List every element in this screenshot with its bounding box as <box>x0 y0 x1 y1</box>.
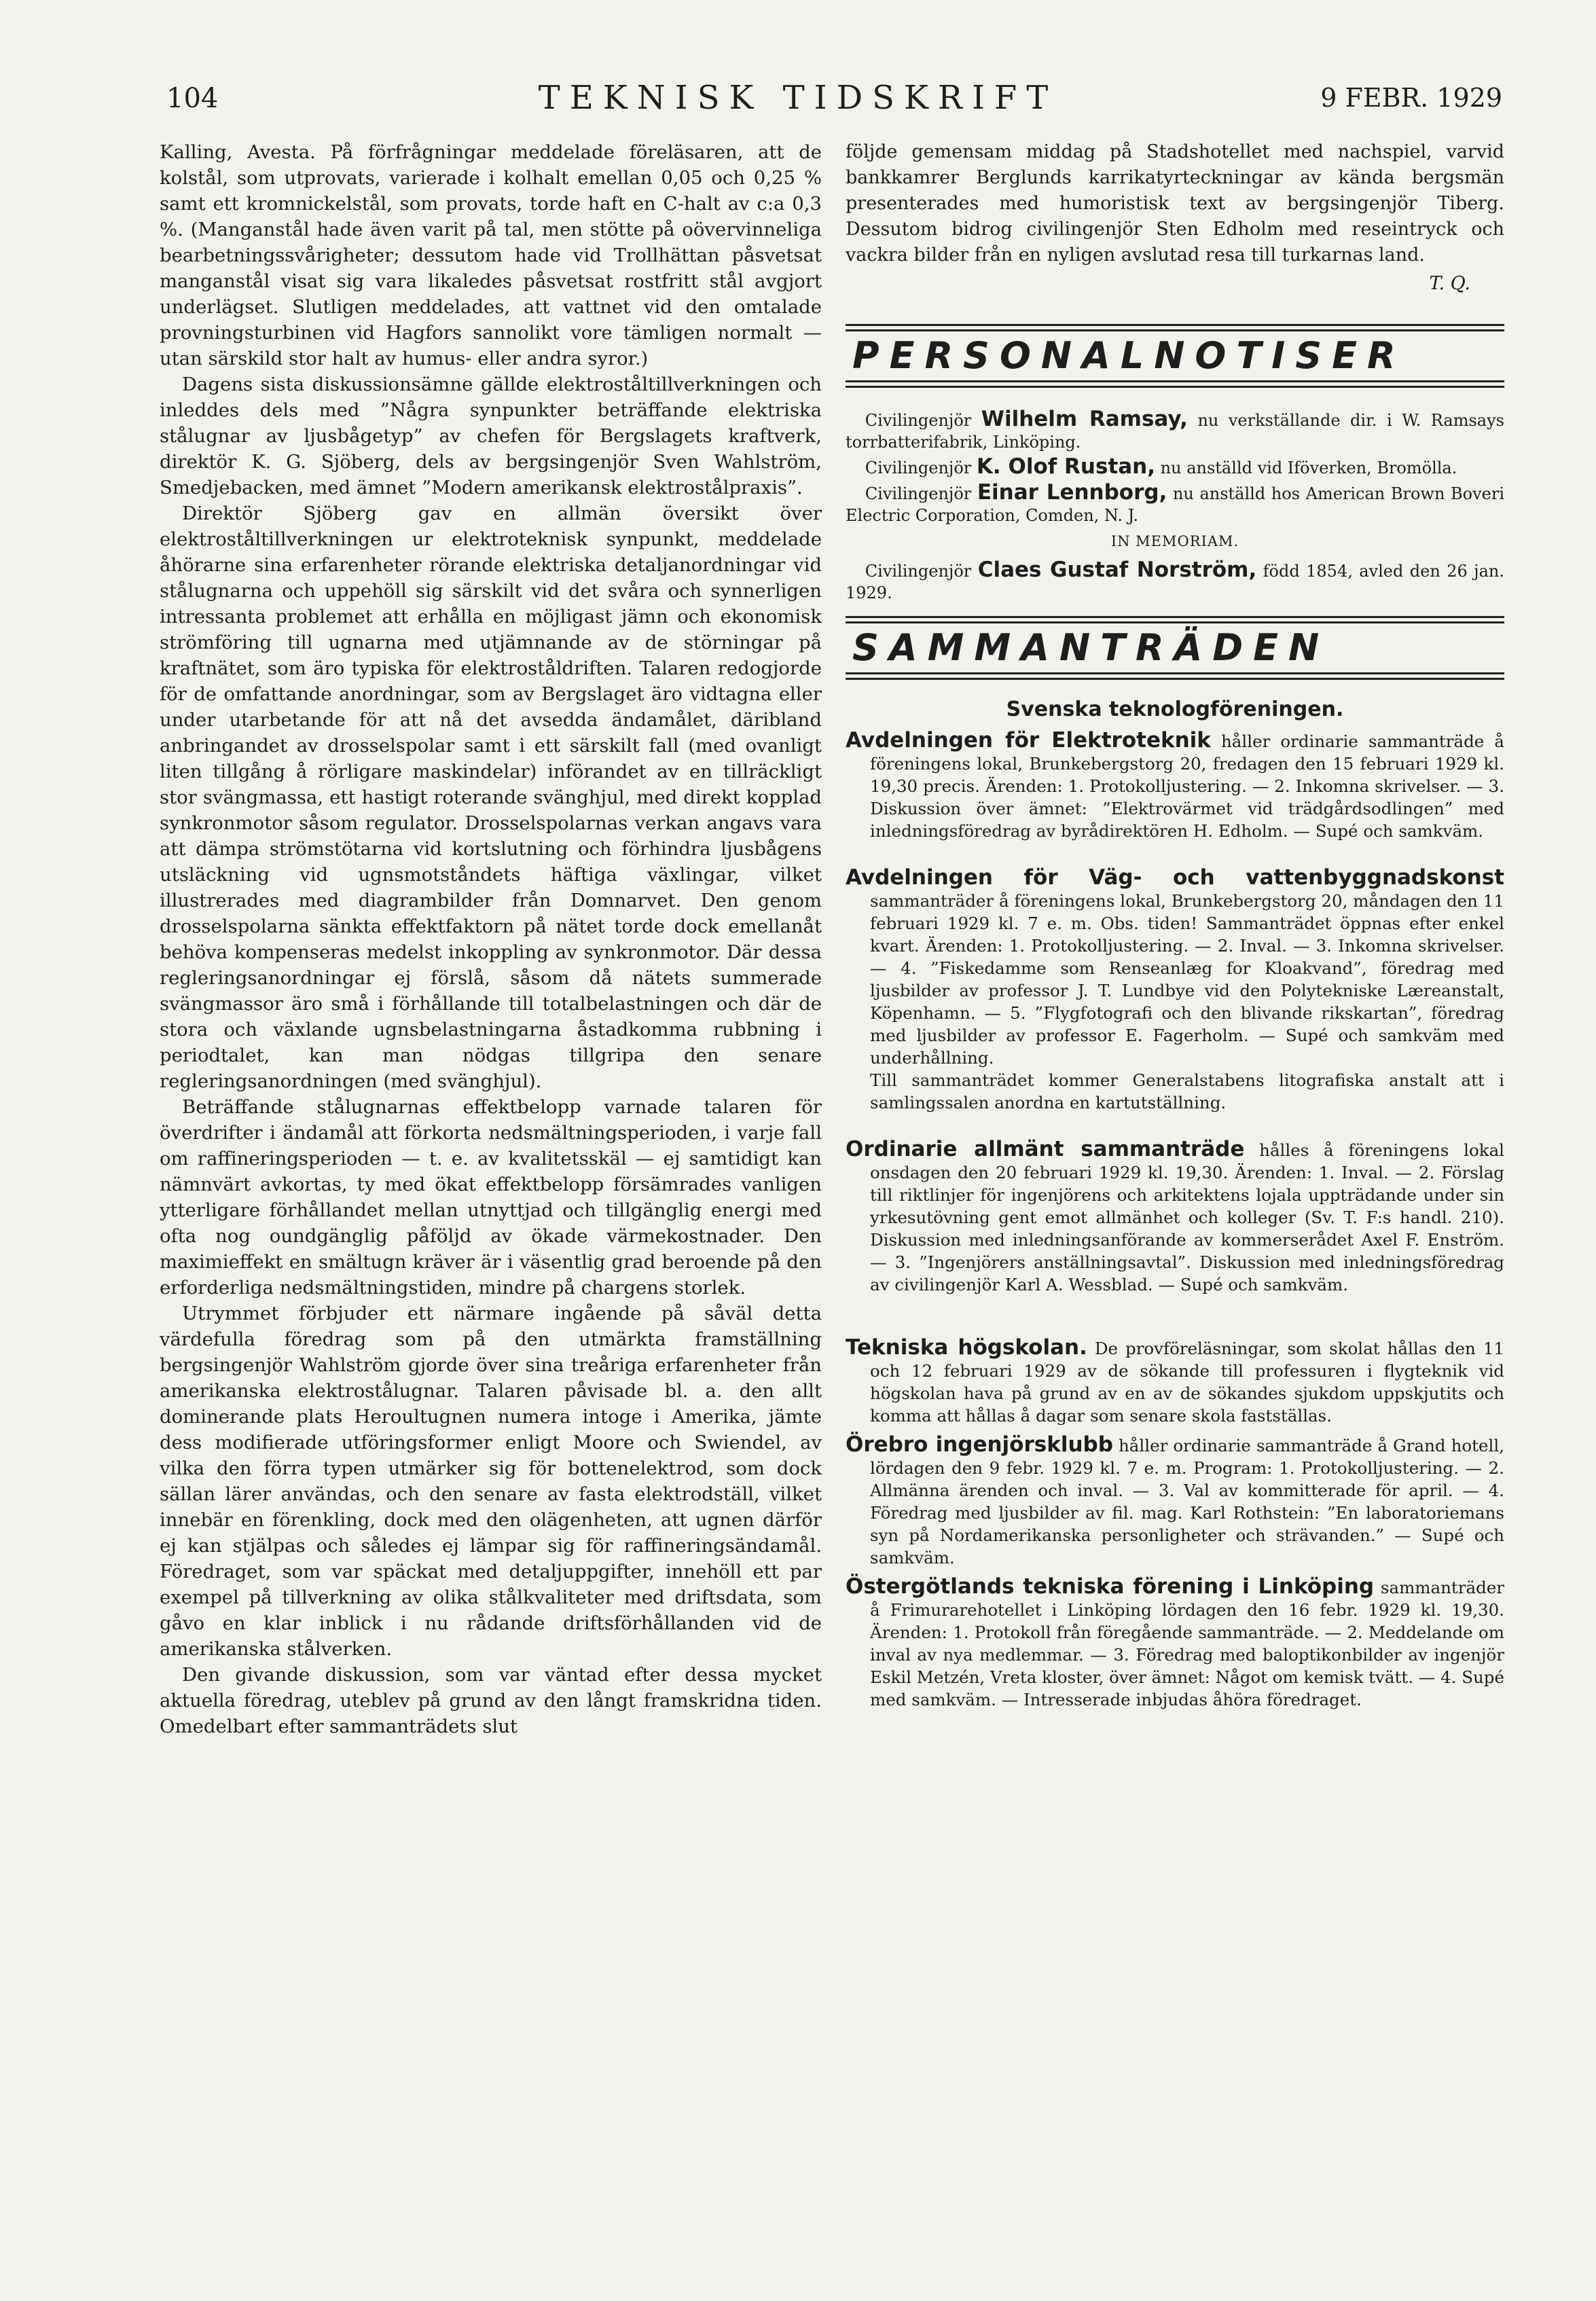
section-rule <box>846 380 1504 388</box>
meeting-lead: Östergötlands tekniska förening i Linköping <box>846 1574 1375 1599</box>
sammantraden-heading: SAMMANTRÄDEN <box>852 626 1330 669</box>
section-rule <box>846 616 1504 623</box>
person-name: Einar Lennborg, <box>977 480 1167 505</box>
paragraph: Direktör Sjöberg gav en allmän översikt över elektroståltillverkningen ur elektroteknisk synpunkt, meddelade åhörarne sina erfarenheter rörande elektriska detaljanordningar vid stålugnarna och uppehöll sig särskilt vid det svåra och synnerligen intressanta problemet att erhålla en möjligast jämn och ekonomisk strömföring till ugnarna med utjämnande av de störningar på kraftnätet, som äro typiska för elektroståldriften. Talaren redogjorde för de omfattande anordningar, som av Bergslaget äro vidtagna eller under utarbetande för att nå det avsedda ändamålet, däribland anbringandet av drosselspolar samt i ett särskilt fall (med ovanligt liten tillgång å rörligare maskindelar) införandet av en tillräckligt stor svängmassa, ett hastigt roterande svänghjul, med direkt kopplad synkronmotor såsom regulator. Drosselspolarnas verkan angavs vara att dämpa strömstötarna vid kortslutning och förhindra ljusbågens utsläckning vid ugnsmotståndets häftiga växlingar, vilket illustrerades med diagrambilder från Domnarvet. Den genom drosselspolarna sänkta effektfaktorn på nätet torde dock emellanåt behöva kompenseras medelst inkoppling av synkronmotor. Där dessa regleringsanordningar ej förslå, såsom då nätets summerade svängmassor äro små i förhållande till totalbelastningen och där de stora och växlande ugnsbelastningarna åstadkomma rubbning i periodtalet, kan man nödgas tillgripa den senare regleringsanordningen (med svänghjul). <box>160 503 822 1092</box>
author-signature: T. Q. <box>1429 273 1470 294</box>
right-column <box>846 139 1504 1711</box>
person-name: Wilhelm Ramsay, <box>981 407 1188 431</box>
paragraph: Utrymmet förbjuder ett närmare ingående på såväl detta värdefulla föredrag som på den utmärkta framställning bergsingenjör Wahlström gjorde över sina treåriga erfarenheter från amerikanska elektrostålugnar. Talaren påvisade bl. a. den allt dominerande plats Heroultugnen numera intoge i Amerika, jämte dess modifierade utföringsformer enligt Moore och Swiendel, av vilka den förra typen utmärker sig för bottenelektrod, som dock sällan lärer användas, och den senare av fasta elektrodställ, vilket innebär en förenkling, dock med den olägenheten, att ugnen därför ej kan stjälpas och således ej lämpar sig för raffineringsändamål. Föredraget, som var späckat med detaljuppgifter, innehöll ett par exempel på tillverkning av olika stålkvaliteter med driftsdata, som gåvo en klar inblick i nu rådande driftsförhållanden vid de amerikanska stålverken. <box>160 1303 822 1660</box>
paragraph: Dagens sista diskussionsämne gällde elektroståltillverkningen och inleddes dels med ”Några synpunkter beträffande elektriska stålugnar av ljusbågetyp” av chefen för Bergslagets kraftverk, direktör K. G. Sjöberg, dels av bergsingenjör Sven Wahlström, Smedjebacken, med ämnet ”Modern amerikansk elektrostålpraxis”. <box>160 374 822 499</box>
journal-title: TEKNISK TIDSKRIFT <box>538 79 1058 117</box>
meeting-lead: Ordinarie allmänt sammanträde <box>846 1137 1245 1161</box>
meeting-notice: Avdelningen för Elektroteknik håller ordinarie sammanträde å föreningens lokal, Brunkebergstorg 20, fredagen den 15 februari 1929 kl. 19,30 precis. Ärenden: 1. Protokolljustering. — 2. Inkomna skrivelser. — 3. Diskussion över ämnet: ”Elektrovärmet vid trädgårdsodlingen” med inledningsföredrag av byrådirektören H. Edholm. — Supé och samkväm. <box>846 728 1504 841</box>
meeting-notice: Östergötlands tekniska förening i Linköping sammanträder å Frimurarehotellet i Linköping lördagen den 16 febr. 1929 kl. 19,30. Ärenden: 1. Protokoll från föregående sammanträde. — 2. Meddelande om inval av nya medlemmar. — 3. Föredrag med baloptikonbilder av ingenjör Eskil Metzén, Vreta kloster, över ämnet: Något om kemisk tvätt. — 4. Supé med samkväm. — Intresserade inbjudas åhöra föredraget. <box>846 1574 1504 1709</box>
running-header <box>0 68 1596 122</box>
section-rule <box>846 324 1504 331</box>
page-number: 104 <box>166 83 219 114</box>
continuation-paragraph: följde gemensam middag på Stadshotellet med nachspiel, varvid bankkamrer Berglunds karrikatyrteckningar av kända bergsmän presenterades med humoristisk text av bergsingenjör Tiberg. Dessutom bidrog civilingenjör Sten Edholm med reseintryck och vackra bilder från en nyligen avslutad resa till turkarnas land. <box>846 141 1504 266</box>
meeting-notice: Ordinarie allmänt sammanträde hålles å föreningens lokal onsdagen den 20 februari 1929 kl. 19,30. Ärenden: 1. Inval. — 2. Förslag till riktlinjer för ingenjörens och arkitektens lojala uppträdande under sin yrkesutövning gent emot allmänhet och kolleger (Sv. T. F:s handl. 210). Diskussion med inledningsanförande av kommerserådet Axel F. Enström. — 3. ”Ingenjörers anställningsavtal”. Diskussion med inledningsföredrag av civilingenjör Karl A. Wessblad. — Supé och samkväm. <box>846 1137 1505 1294</box>
meeting-lead: Örebro ingenjörsklubb <box>846 1432 1113 1457</box>
paragraph: Beträffande stålugnarnas effektbelopp varnade talaren för överdrifter i ändamål att förkorta nedsmältningsperioden, i varje fall om raffineringsperioden — t. e. av kvalitetsskäl — ej samtidigt kan nämnvärt avkortas, ty med ökat effektbelopp försämrades vanligen ytterligare förhållandet mellan utnyttjad och tillgänglig energi med ofta nog oundgänglig påföljd av ökade värmekostnader. Den maximieffekt en smältugn kräver är i väsentlig grad beroende på den erforderliga nedsmältningstiden, mindre på chargens storlek. <box>160 1096 822 1299</box>
issue-date: 9 FEBR. 1929 <box>1320 83 1502 113</box>
section-rule <box>846 672 1504 680</box>
person-notice: Civilingenjör Wilhelm Ramsay, nu verkställande dir. i W. Ramsays torrbatterifabrik, Linköping. <box>846 407 1504 452</box>
paragraph: Den givande diskussion, som var väntad efter dessa mycket aktuella föredrag, uteblev på grund av den långt framskridna tiden. Omedelbart efter sammanträdets slut <box>160 1664 822 1737</box>
meeting-lead: Tekniska högskolan. <box>846 1335 1087 1360</box>
person-notice: Civilingenjör Einar Lennborg, nu anställd hos American Brown Boveri Electric Corporation, Comden, N. J. <box>846 480 1504 525</box>
meeting-notice: Tekniska högskolan. De provföreläsningar, som skolat hållas den 11 och 12 februari 1929 av de sökande till professuren i flygteknik vid högskolan hava på grund av en av de sökandes sjukdom uppskjutits och komma att hållas å dagar som senare skola fastställas. <box>846 1335 1504 1426</box>
meeting-lead: Avdelningen för Väg- och vattenbyggnadskonst <box>846 865 1504 890</box>
personalnotiser-heading: PERSONALNOTISER <box>852 334 1406 377</box>
paragraph: Kalling, Avesta. På förfrågningar meddelade föreläsaren, att de kolstål, som utprovats, varierade i kolhalt emellan 0,05 och 0,25 % samt ett kromnickelstål, som provats, torde haft en C-halt av c:a 0,3 %. (Manganstål hade även varit på tal, men stötte på oövervinneliga bearbetningssvårigheter; dessutom hade vid Trollhättan påsvetsat manganstål visat sig vara likaledes påsvetsat rostfritt stål avgjort underlägset. Slutligen meddelades, att vattnet vid den omtalade provningsturbinen vid Hagfors sannolikt vore tämligen normalt — utan särskild stor halt av humus- eller andra syror.) <box>160 141 822 369</box>
person-notice: Civilingenjör K. Olof Rustan, nu anställd vid Iföverken, Bromölla. <box>865 454 1457 479</box>
in-memoriam-label: IN MEMORIAM. <box>1110 533 1239 549</box>
meeting-note: Till sammanträdet kommer Generalstabens litografiska anstalt att i samlingssalen anordna en kartutställning. <box>870 1070 1504 1112</box>
meeting-lead: Avdelningen för Elektroteknik <box>846 728 1211 753</box>
left-column <box>160 139 822 1739</box>
organization-heading: Svenska teknologföreningen. <box>1006 697 1344 721</box>
memoriam-notice: Civilingenjör Claes Gustaf Norström, född 1854, avled den 26 jan. 1929. <box>846 558 1504 602</box>
person-name: K. Olof Rustan, <box>976 454 1156 479</box>
meeting-notice: Örebro ingenjörsklubb håller ordinarie sammanträde å Grand hotell, lördagen den 9 febr. 1929 kl. 7 e. m. Program: 1. Protokolljustering. — 2. Allmänna ärenden och inval. — 3. Val av kommitterade för april. — 4. Föredrag med ljusbilder av fil. mag. Karl Rothstein: ”En laboratoriemans syn på Nordamerikanska personligheter och strävanden.” — Supé och samkväm. <box>846 1432 1504 1568</box>
person-name: Claes Gustaf Norström, <box>977 558 1257 582</box>
meeting-notice: Avdelningen för Väg- och vattenbyggnadskonst sammanträder å föreningens lokal, Brunkebergstorg 20, måndagen den 11 februari 1929 kl. 7 e. m. Obs. tiden! Sammanträdet öppnas efter enkel kvart. Ärenden: 1. Protokolljustering. — 2. Inval. — 3. Inkomna skrivelser. — 4. ”Fiskedamme som Renseanlæg for Kloakvand”, föredrag med ljusbilder av professor J. T. Lundbye vid den Polytekniske Læreanstalt, Köpenhamn. — 5. ”Flygfotografi och den blivande rikskartan”, föredrag med ljusbilder av professor E. Fagerholm. — Supé och samkväm med underhållning. <box>846 865 1504 1068</box>
